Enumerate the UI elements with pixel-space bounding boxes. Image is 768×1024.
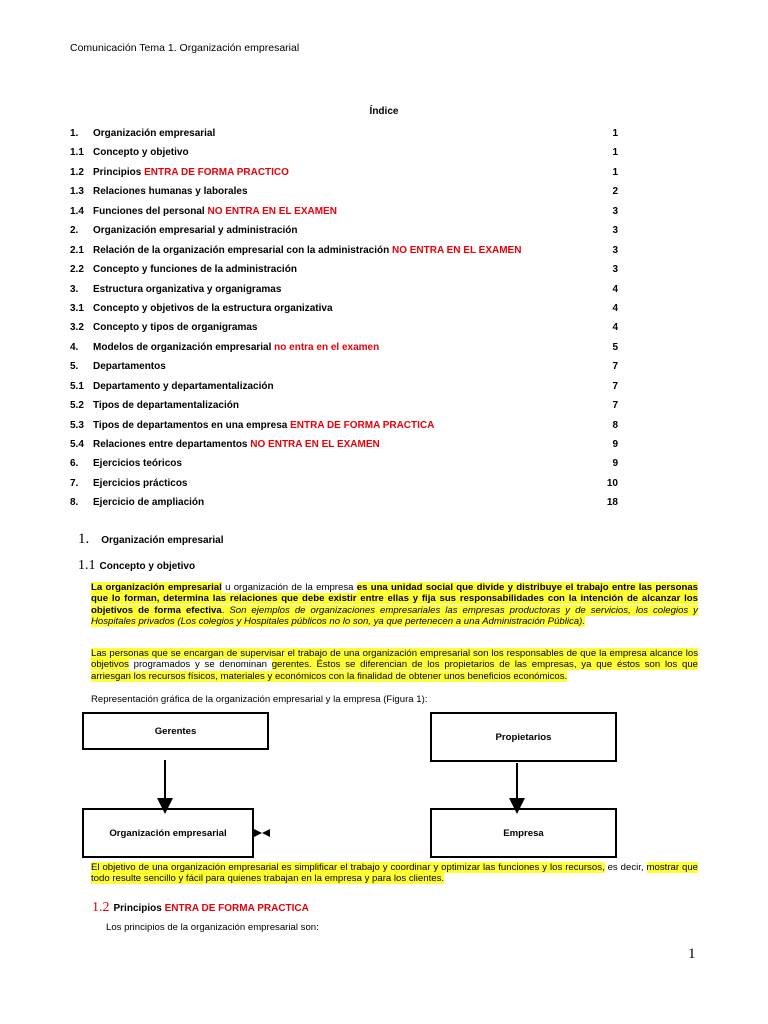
toc-title-text: Concepto y funciones de la administración <box>93 264 297 276</box>
toc-title-text: Tipos de departamentos en una empresa <box>93 419 291 431</box>
highlighted-definition: es una unidad social que divide y distribuye el trabajo entre las personas que lo forman, determina las relaciones que debe existir entre ellas y fija sus responsabilidades con la intención de alcanzar los objetivos de forma efectiva <box>91 582 698 616</box>
highlighted-term: gerentes <box>271 659 310 671</box>
box-label: Gerentes <box>154 725 197 737</box>
toc-page-number: 5 <box>612 341 618 353</box>
toc-note: ENTRA DE FORMA PRACTICA <box>290 419 435 431</box>
toc-number: 3.2 <box>70 322 84 334</box>
toc-title-text: Concepto y tipos de organigramas <box>93 322 258 334</box>
page-header: Comunicación Tema 1. Organización empresarial <box>70 42 300 54</box>
highlighted-text: . Éstos se diferencian de los propietarios de las empresas, ya que éstos son los que arriesgan los recursos físicos, materiales y económicos con la finalidad de obtener unos beneficios económicos. <box>91 659 698 682</box>
text-run: programados y se denominan <box>128 659 272 671</box>
toc-title-text: Relación de la organización empresarial con la administración <box>93 244 392 256</box>
toc-page-number: 8 <box>612 419 618 431</box>
toc-page-number: 18 <box>606 497 618 509</box>
toc-note: no entra en el examen <box>274 341 380 353</box>
toc-note: NO ENTRA EN EL EXAMEN <box>391 244 522 256</box>
toc-number: 5.3 <box>70 419 84 431</box>
toc-number: 6. <box>70 458 79 470</box>
toc-number: 5.4 <box>70 439 84 450</box>
toc-number: 1.3 <box>70 186 84 198</box>
toc-number: 1.2 <box>70 166 84 178</box>
toc-page-number: 3 <box>612 225 618 237</box>
toc-title-text: Departamentos <box>93 361 166 373</box>
toc-title-text: Ejercicio de ampliación <box>93 497 205 509</box>
red-note: ENTRA DE FORMA PRACTICA <box>164 903 309 914</box>
toc-title-text: Estructura organizativa y organigramas <box>93 283 282 295</box>
toc-page-number: 9 <box>612 458 618 470</box>
toc-page-number: 9 <box>612 439 618 450</box>
toc-page-number: 2 <box>612 186 618 198</box>
toc-number: 5.2 <box>70 400 84 412</box>
text-run: es decir, <box>604 862 647 873</box>
toc-page-number: 1 <box>612 128 618 139</box>
toc-title-text: Ejercicios prácticos <box>93 477 188 489</box>
toc-title-text: Departamento y departamentalización <box>93 380 274 392</box>
toc-page-number: 3 <box>612 205 618 217</box>
toc-page-number: 4 <box>612 283 618 295</box>
index-title: Índice <box>369 106 399 117</box>
toc-page-number: 4 <box>612 302 618 314</box>
box-label: Empresa <box>503 827 544 839</box>
toc-title-text: Relaciones humanas y laborales <box>93 186 248 198</box>
section-title: Organización empresarial <box>101 535 224 546</box>
toc-page-number: 3 <box>612 244 618 256</box>
toc-note: NO ENTRA EN EL EXAMEN <box>207 205 337 217</box>
toc-number: 5. <box>70 361 79 373</box>
toc-number: 1. <box>70 128 79 139</box>
toc-title-text: Relaciones entre departamentos <box>93 439 251 450</box>
page-number: 1 <box>688 946 696 962</box>
toc-page-number: 10 <box>606 477 618 489</box>
toc-page-number: 4 <box>612 322 618 334</box>
box-label: Propietarios <box>495 731 552 743</box>
toc-number: 2.1 <box>70 244 84 256</box>
paragraph-objetivo <box>91 862 698 885</box>
text-run: . <box>221 604 230 616</box>
toc-number: 3.1 <box>70 302 84 314</box>
toc-page-number: 1 <box>612 166 618 178</box>
toc-title-text: Concepto y objetivos de la estructura organizativa <box>93 302 333 314</box>
section-number: 1. <box>78 531 90 547</box>
bowtie-connector-icon <box>254 829 270 837</box>
toc-title-text: Modelos de organización empresarial <box>93 341 275 353</box>
toc-page-number: 7 <box>612 361 618 373</box>
highlighted-text: mostrar que todo resulte sencillo y fácil para quienes trabajan en la empresa y para los clientes. <box>91 862 699 885</box>
toc-number: 4. <box>70 341 79 353</box>
highlighted-term: La organización empresarial <box>91 582 222 593</box>
section-heading-1-2 <box>92 898 309 916</box>
toc-title-text: Organización empresarial <box>93 128 216 139</box>
toc-number: 3. <box>70 283 79 295</box>
toc-page-number: 7 <box>612 380 618 392</box>
highlighted-examples: Son ejemplos de organizaciones empresariales las empresas productoras y de servicios, los colegios y Hospitales privados (Los colegios y Hospitales públicos no lo son, ya que pertenecen a una Administración Pública). <box>91 604 698 628</box>
toc-title-text: Ejercicios teóricos <box>93 458 182 470</box>
toc-title-text: Concepto y objetivo <box>93 147 189 159</box>
toc-number: 1.1 <box>70 147 84 159</box>
toc-note: NO ENTRA EN EL EXAMEN <box>250 439 380 450</box>
toc-number: 2.2 <box>70 264 84 276</box>
toc-title-text: Funciones del personal <box>93 205 208 217</box>
toc-note: ENTRA DE FORMA PRACTICO <box>144 166 289 178</box>
toc-title-text: Tipos de departamentalización <box>93 400 239 412</box>
toc-number: 1.4 <box>70 205 84 217</box>
highlighted-text: Las personas que se encargan de supervisar el trabajo de una organización empresarial son los responsables de que la empresa alcance los objetivos <box>91 648 698 671</box>
title-text: Principios <box>113 903 165 914</box>
toc-number: 2. <box>70 225 79 237</box>
toc-number: 7. <box>70 477 79 489</box>
section-title: Concepto y objetivo <box>99 561 196 572</box>
toc-page-number: 3 <box>612 264 618 276</box>
toc-title-text: Principios <box>93 166 145 178</box>
toc-page-number: 1 <box>612 147 618 159</box>
paragraph-principios-intro: Los principios de la organización empresarial son: <box>106 922 319 933</box>
section-number: 1.2 <box>92 900 110 915</box>
text-run: u organización de la empresa <box>221 582 357 593</box>
toc-title-text: Organización empresarial y administración <box>93 225 298 237</box>
highlighted-text: El objetivo de una organización empresarial es simplificar el trabajo y coordinar y optimizar las funciones y los recursos, <box>91 862 605 873</box>
toc-page-number: 7 <box>612 400 618 412</box>
toc-number: 8. <box>70 497 79 509</box>
toc-number: 5.1 <box>70 380 84 392</box>
box-label: Organización empresarial <box>109 827 227 839</box>
figure-caption: Representación gráfica de la organización empresarial y la empresa (Figura 1): <box>91 694 428 705</box>
section-title <box>114 903 309 914</box>
section-number: 1.1 <box>78 558 96 573</box>
